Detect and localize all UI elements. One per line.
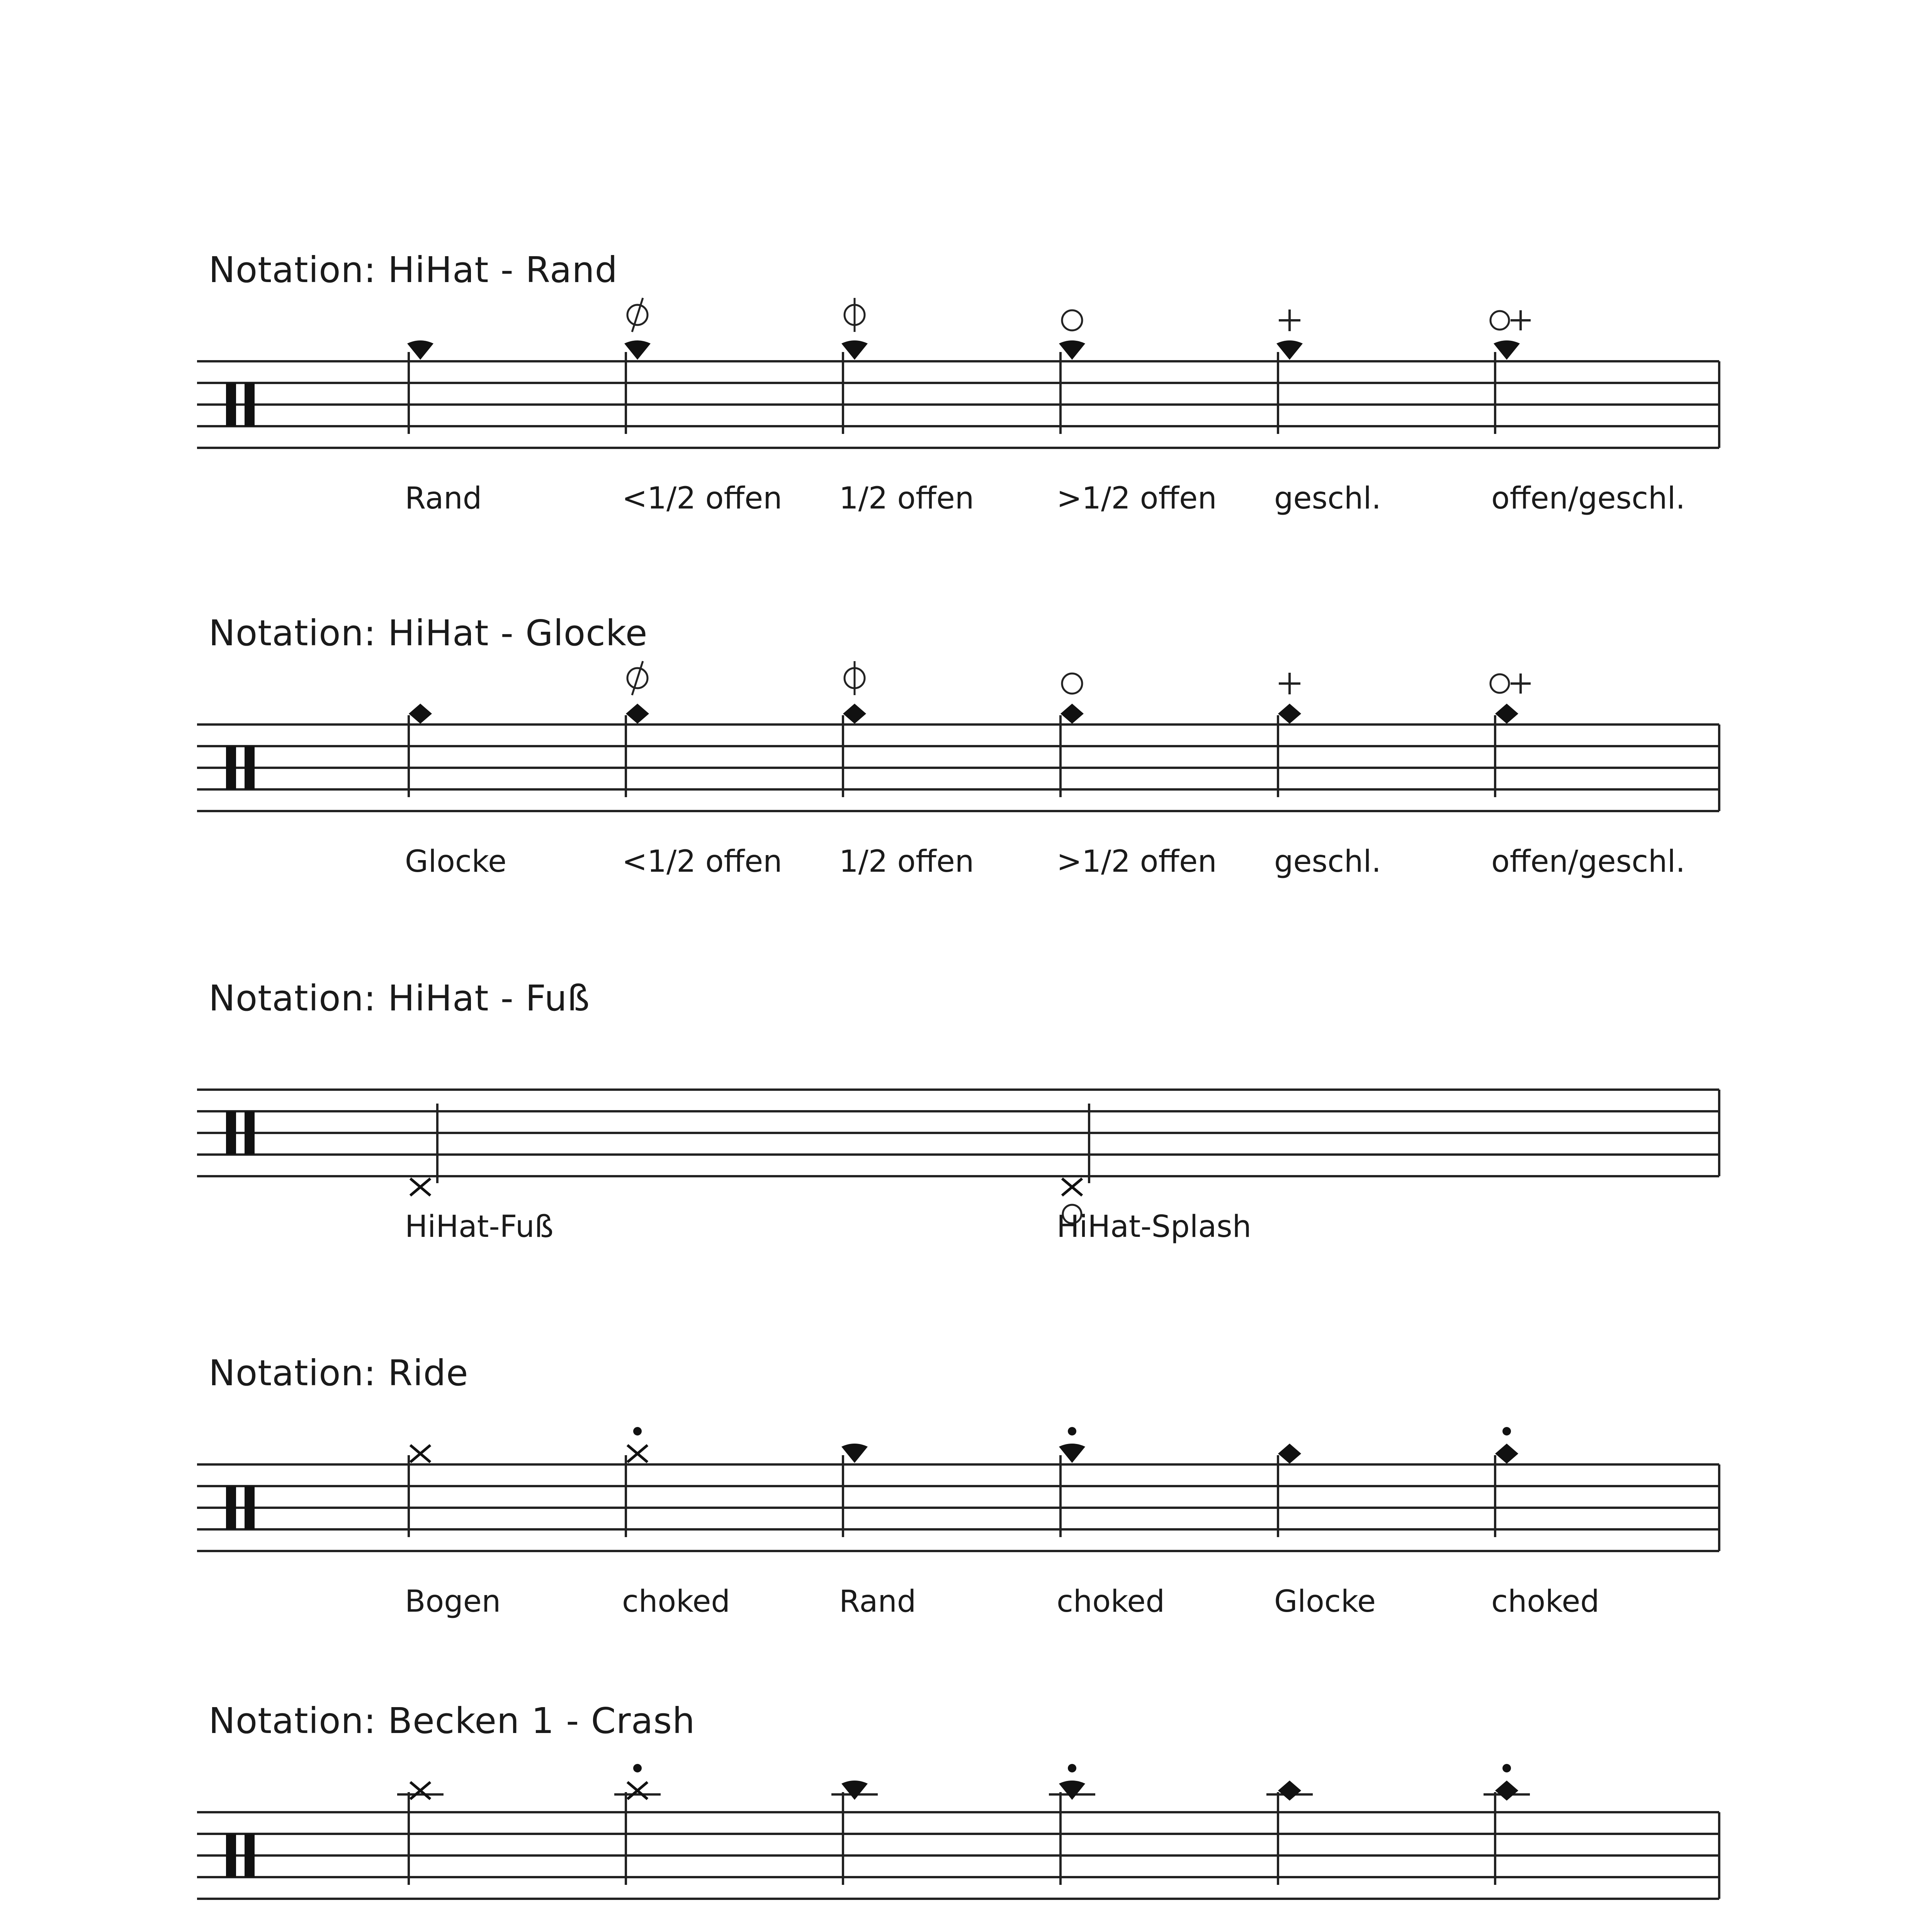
note [1490,310,1531,434]
cross-notehead [1062,1179,1082,1196]
half-open-slash [632,661,643,695]
diamond-notehead [1278,1444,1301,1464]
diamond-notehead [1495,1781,1518,1801]
note-label: Rand [405,481,482,516]
cross-notehead [627,1782,647,1799]
cross-notehead [410,1782,430,1799]
percussion-clef [245,1486,255,1529]
note [1062,1104,1089,1223]
percussion-clef [226,383,236,426]
percussion-clef [245,1111,255,1155]
note [409,1445,430,1537]
note [1059,1427,1085,1537]
note-label: geschl. [1274,844,1381,879]
note-label: <1/2 offen [622,844,782,879]
percussion-clef [245,746,255,789]
section-title: Notation: Becken 1 - Crash [209,1700,695,1742]
notation-section [0,1700,1917,1932]
note-label: <1/2 offen [622,481,782,516]
rim-notehead [1059,1444,1085,1463]
note [1278,673,1301,797]
choke-dot [1502,1427,1511,1435]
diamond-notehead [843,704,866,724]
note [841,1444,868,1537]
diamond-notehead [1278,1781,1301,1801]
section-title: Notation: Ride [209,1352,469,1394]
closed-plus-mark [1511,673,1531,694]
percussion-clef [245,383,255,426]
diamond-notehead [409,704,432,724]
note-label: choked [1491,1584,1599,1619]
note-label: >1/2 offen [1057,481,1217,516]
note-label: Glocke [405,844,507,879]
cross-notehead [410,1445,430,1462]
note [1276,310,1303,434]
notation-section [0,249,1917,612]
diamond-notehead [626,704,649,724]
rim-notehead [1276,340,1303,360]
section-title: Notation: HiHat - Fuß [209,978,590,1019]
note-label: Bogen [405,1584,501,1619]
note [1278,1444,1301,1537]
percussion-clef [226,746,236,789]
note [626,1427,647,1537]
choke-dot [1068,1764,1076,1772]
note-label: offen/geschl. [1491,481,1686,516]
closed-plus-mark [1279,310,1300,331]
drum-staff [0,993,1917,1225]
note-label: geschl. [1274,481,1381,516]
open-circle-mark [1062,673,1082,694]
notation-section [0,612,1917,976]
note [841,298,868,434]
note-label: choked [622,1584,730,1619]
note [1495,1427,1518,1537]
percussion-clef [226,1111,236,1155]
drum-staff [0,628,1917,860]
diamond-notehead [1495,704,1518,724]
closed-plus-mark [1279,673,1300,694]
note [1059,310,1085,434]
note [409,704,432,797]
drum-staff [0,1368,1917,1600]
note [1490,673,1531,797]
open-circle-mark [1062,310,1082,330]
percussion-clef [245,1834,255,1877]
rim-notehead [841,1444,868,1463]
notation-section [0,978,1917,1341]
rim-notehead [841,340,868,360]
note [624,298,651,434]
rim-notehead [407,340,433,360]
rim-notehead [624,340,651,360]
note [843,661,866,797]
note [407,340,433,434]
cross-notehead [627,1445,647,1462]
section-title: Notation: HiHat - Glocke [209,612,648,654]
rim-notehead [1059,340,1085,360]
note [1049,1764,1095,1885]
diamond-notehead [1495,1444,1518,1464]
notation-section [0,1352,1917,1716]
percussion-clef [226,1486,236,1529]
note-label: HiHat-Splash [1057,1209,1252,1244]
drum-staff [0,265,1917,497]
rim-notehead [1059,1781,1085,1800]
diamond-notehead [1060,704,1084,724]
choke-dot [633,1764,642,1772]
diamond-notehead [1278,704,1301,724]
percussion-clef [226,1834,236,1877]
note-label: choked [1057,1584,1165,1619]
choke-dot [633,1427,642,1435]
note-label: HiHat-Fuß [405,1209,554,1244]
note [410,1104,437,1196]
cross-notehead [410,1179,430,1196]
drum-staff [0,1716,1917,1932]
rim-notehead [1494,340,1520,360]
rim-notehead [841,1781,868,1800]
choke-dot [1068,1427,1076,1435]
note-label: 1/2 offen [839,481,974,516]
closed-plus-mark [1511,310,1531,330]
open-circle-mark [1490,311,1509,330]
choke-dot [1502,1764,1511,1772]
note-label: >1/2 offen [1057,844,1217,879]
note-label: Glocke [1274,1584,1376,1619]
note [614,1764,661,1885]
section-title: Notation: HiHat - Rand [209,249,618,291]
note-label: offen/geschl. [1491,844,1686,879]
note [626,661,649,797]
note [1060,673,1084,797]
open-circle-mark [1490,674,1509,693]
note-label: 1/2 offen [839,844,974,879]
note-label: Rand [839,1584,916,1619]
note [1484,1764,1530,1885]
half-open-slash [632,298,643,332]
